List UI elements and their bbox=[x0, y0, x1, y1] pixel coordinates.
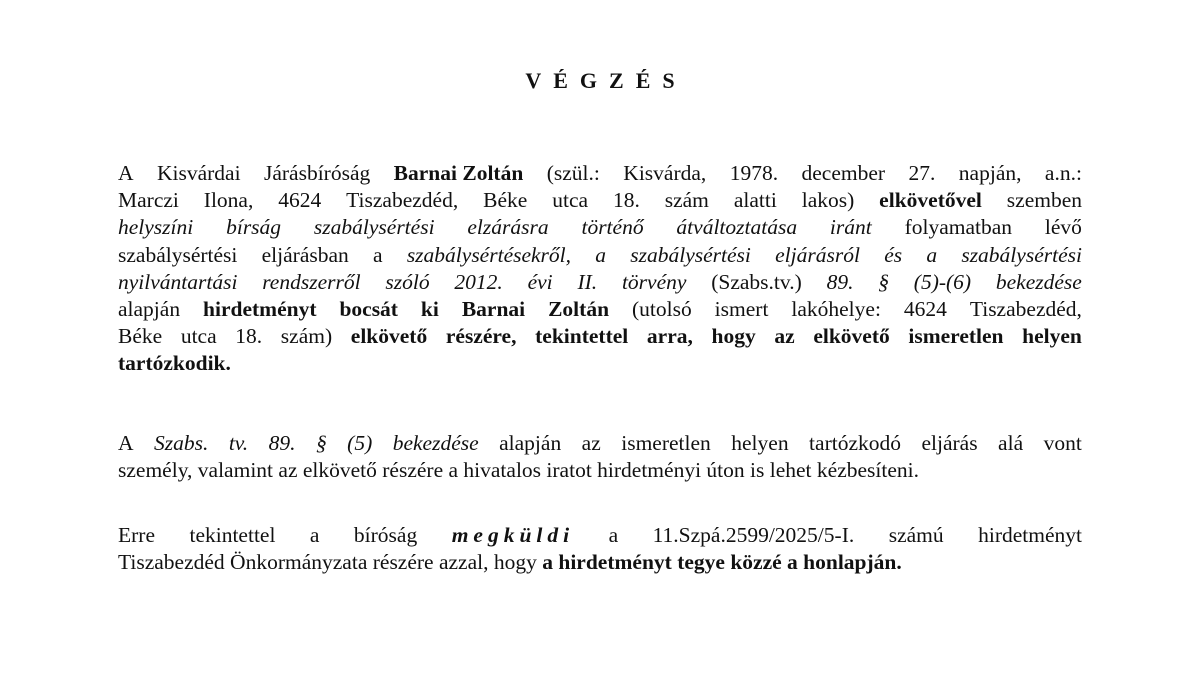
text-run: december bbox=[801, 161, 886, 185]
text-run: (5) bbox=[347, 431, 373, 455]
text-line bbox=[118, 457, 1082, 484]
paragraph-order bbox=[118, 160, 1082, 378]
text-run: vont bbox=[1043, 431, 1082, 455]
text-run: utca bbox=[552, 188, 589, 213]
text-run: elkövető bbox=[813, 324, 890, 349]
text-run: tartózkodó bbox=[809, 431, 901, 455]
text-run: Tiszabezdéd, bbox=[969, 296, 1082, 321]
text-run: bekezdése bbox=[392, 431, 479, 455]
text-run: A bbox=[118, 431, 134, 455]
text-run: Zoltán bbox=[548, 296, 610, 321]
text-run: lévő bbox=[1044, 215, 1082, 240]
text-run: törvény bbox=[621, 269, 687, 294]
text-run: Járásbíróság bbox=[263, 161, 371, 185]
text-run: alapján bbox=[118, 296, 181, 321]
text-run: ismert bbox=[714, 296, 769, 321]
text-run: elkövető bbox=[350, 324, 428, 349]
text-line bbox=[118, 323, 1082, 350]
text-run: történő bbox=[581, 215, 644, 240]
document-title: VÉGZÉS bbox=[525, 68, 687, 93]
text-run: alá bbox=[998, 431, 1024, 455]
text-run: szemben bbox=[1006, 188, 1082, 213]
text-run: a bbox=[309, 523, 320, 547]
text-run: megküldi bbox=[451, 523, 575, 547]
text-run: szám bbox=[664, 188, 709, 213]
text-run: 2012. bbox=[454, 269, 503, 294]
text-line bbox=[118, 160, 1082, 187]
paragraph-legal-basis bbox=[118, 430, 1082, 484]
text-line bbox=[118, 296, 1082, 323]
text-run: szabálysértési bbox=[961, 242, 1082, 267]
text-run: hirdetményt bbox=[203, 296, 317, 321]
text-run: Béke bbox=[118, 324, 163, 349]
text-run: hirdetményt bbox=[978, 523, 1082, 547]
text-run: szabálysértési bbox=[313, 215, 435, 240]
text-run: elzárásra bbox=[467, 215, 549, 240]
text-run: 27. bbox=[908, 161, 936, 185]
text-run: § bbox=[315, 431, 327, 455]
paragraph-instruction bbox=[118, 522, 1082, 576]
text-run: elkövetővel bbox=[879, 188, 982, 213]
text-run: iránt bbox=[829, 215, 872, 240]
text-run: az bbox=[581, 431, 601, 455]
text-run: a bbox=[595, 242, 607, 267]
text-run: tekintettel bbox=[535, 324, 629, 349]
text-run: bekezdése bbox=[995, 269, 1082, 294]
text-line bbox=[118, 522, 1082, 549]
text-run: bocsát bbox=[339, 296, 398, 321]
text-run: ismeretlen bbox=[908, 324, 1004, 349]
text-run: arra, bbox=[646, 324, 693, 349]
text-run: eljárásban bbox=[261, 242, 349, 267]
text-run: folyamatban bbox=[904, 215, 1013, 240]
text-run: helyen bbox=[731, 431, 789, 455]
text-run: bíróság bbox=[353, 523, 418, 547]
text-run: tv. bbox=[228, 431, 249, 455]
text-run: személy, valamint az elkövető részére a hivatalos iratot hirdetményi úton is lehet kézbesíteni. bbox=[118, 458, 919, 483]
text-run: (5)-(6) bbox=[913, 269, 972, 294]
text-run: II. bbox=[577, 269, 598, 294]
text-run: Kisvárda, bbox=[623, 161, 707, 185]
text-run: (utolsó bbox=[631, 296, 692, 321]
text-run: bírság bbox=[226, 215, 282, 240]
text-run: 89. bbox=[826, 269, 854, 294]
text-run: Tiszabezdéd Önkormányzata részére azzal, hogy bbox=[118, 550, 543, 575]
text-run: helyen bbox=[1022, 324, 1082, 349]
text-run: átváltoztatása bbox=[676, 215, 798, 240]
text-run: Tiszabezdéd, bbox=[346, 188, 459, 213]
text-line bbox=[118, 242, 1082, 269]
text-run: 4624 bbox=[278, 188, 322, 213]
text-run: Barnai Zoltán bbox=[393, 161, 524, 185]
text-line bbox=[118, 269, 1082, 296]
text-run: a bbox=[926, 242, 938, 267]
text-run: hogy bbox=[711, 324, 756, 349]
text-run: 11.Szpá.2599/2025/5-I. bbox=[652, 523, 855, 547]
text-run: Szabs. bbox=[154, 431, 209, 455]
text-run: alapján bbox=[499, 431, 562, 455]
text-run: a.n.: bbox=[1044, 161, 1082, 185]
text-run: eljárás bbox=[921, 431, 978, 455]
text-run: a bbox=[373, 242, 383, 267]
text-run: és bbox=[884, 242, 903, 267]
text-run: a hirdetményt tegye közzé a honlapján. bbox=[542, 550, 902, 575]
text-line bbox=[118, 549, 1082, 576]
text-run: lakos) bbox=[801, 188, 855, 213]
text-run: 1978. bbox=[729, 161, 779, 185]
text-run: 18. bbox=[235, 324, 263, 349]
text-run: rendszerről bbox=[262, 269, 361, 294]
text-run: Erre bbox=[118, 523, 155, 547]
text-run: szabálysértési bbox=[118, 242, 238, 267]
text-run: (Szabs.tv.) bbox=[711, 269, 802, 294]
text-run: a bbox=[608, 523, 619, 547]
text-run: tekintettel bbox=[189, 523, 276, 547]
text-run: szóló bbox=[385, 269, 430, 294]
text-line bbox=[118, 187, 1082, 214]
text-line bbox=[118, 430, 1082, 457]
text-run: az bbox=[774, 324, 795, 349]
text-run: helyszíni bbox=[118, 215, 194, 240]
text-run: ki bbox=[420, 296, 439, 321]
text-run: utca bbox=[180, 324, 217, 349]
text-run: Ilona, bbox=[203, 188, 254, 213]
text-run: tartózkodik. bbox=[118, 351, 231, 376]
text-run: szabálysértésekről, bbox=[406, 242, 572, 267]
text-run: lakóhelye: bbox=[791, 296, 881, 321]
text-run: 4624 bbox=[903, 296, 947, 321]
text-run: szám) bbox=[280, 324, 333, 349]
text-run: Béke bbox=[483, 188, 528, 213]
text-run: részére, bbox=[445, 324, 517, 349]
text-run: 18. bbox=[612, 188, 640, 213]
text-line bbox=[118, 350, 1082, 377]
text-run: Barnai bbox=[461, 296, 526, 321]
text-line bbox=[118, 214, 1082, 241]
text-run: Kisvárdai bbox=[156, 161, 241, 185]
text-run: számú bbox=[888, 523, 944, 547]
text-run: szabálysértési bbox=[630, 242, 751, 267]
text-run: eljárásról bbox=[775, 242, 860, 267]
text-run: § bbox=[878, 269, 889, 294]
text-run: napján, bbox=[958, 161, 1022, 185]
text-run: nyilvántartási bbox=[118, 269, 238, 294]
text-run: ismeretlen bbox=[621, 431, 711, 455]
text-run: évi bbox=[527, 269, 553, 294]
text-run: (szül.: bbox=[546, 161, 600, 185]
text-run: alatti bbox=[733, 188, 777, 213]
text-run: 89. bbox=[268, 431, 296, 455]
text-run: A bbox=[118, 161, 134, 185]
text-run: Marczi bbox=[118, 188, 179, 213]
